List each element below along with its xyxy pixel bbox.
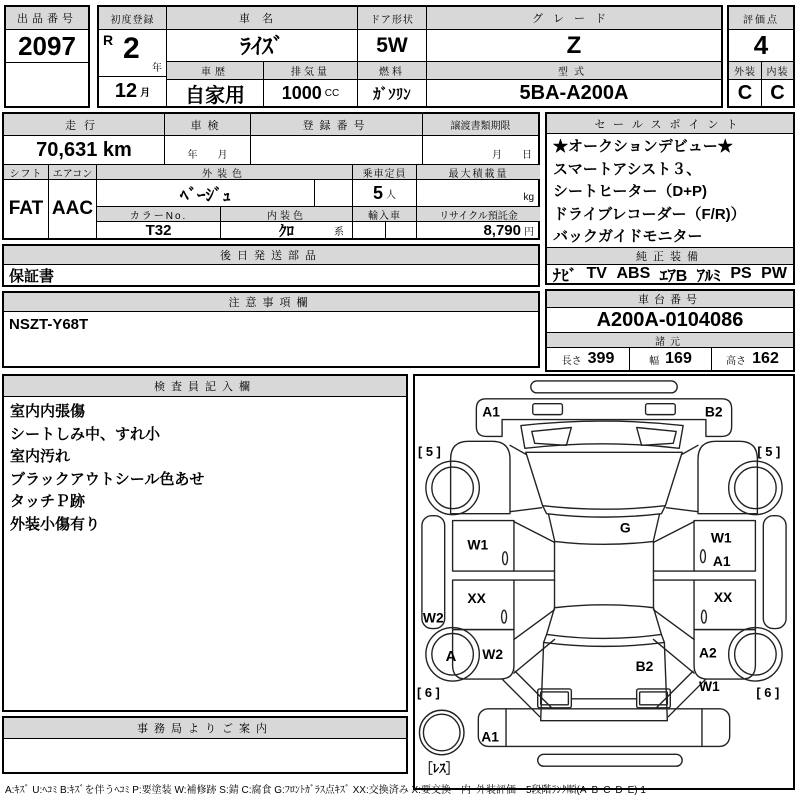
displacement-unit: CC <box>324 87 340 99</box>
right-front-wheel-inner <box>735 467 777 509</box>
rear-fold-lines <box>502 671 706 717</box>
damage-label-right-front-door-1: W1 <box>710 529 732 546</box>
equipment-item: ｱﾙﾐ <box>696 267 721 283</box>
right-front-wheel <box>729 461 782 514</box>
tire-depth-front-right: [ 5 ] <box>757 444 781 460</box>
spare-tire-label: ［ﾚｽ］ <box>419 761 459 777</box>
equipment-item: PW <box>761 265 787 282</box>
front-fold-lines <box>510 445 698 511</box>
recycle-cell <box>416 222 540 238</box>
door-shape-col <box>357 7 426 106</box>
car-name: ﾗｲｽﾞ <box>167 30 357 62</box>
factory-equipment-row <box>547 265 793 283</box>
month-unit: 月 <box>140 88 151 99</box>
first-registration-col <box>99 7 166 106</box>
rear-molding-shape <box>538 754 682 766</box>
inspector-title: 検査員記入欄 <box>4 376 406 397</box>
notes-title: 注意事項欄 <box>4 293 538 312</box>
score-value: 4 <box>729 30 793 62</box>
sales-points-box <box>545 112 795 285</box>
damage-label-right-rear-lower: W1 <box>698 677 720 694</box>
damage-label-left-front-door: W1 <box>467 536 489 553</box>
damage-label-left-rear-wheel: A <box>445 649 457 666</box>
damage-label-windshield: G <box>619 519 631 536</box>
exterior-color-label: 外装色 <box>96 164 352 180</box>
color-change-cell <box>314 180 352 206</box>
exterior-grade-label: 外装 <box>729 62 761 80</box>
door-gap-lines <box>514 571 694 580</box>
damage-label-front-bumper-left: A1 <box>482 403 500 420</box>
right-front-fender-shape <box>698 441 757 513</box>
shift-value: FAT <box>8 198 44 219</box>
import-divider <box>385 222 386 238</box>
model-code-value: 5BA-A200A <box>519 81 629 104</box>
max-load-value: kg <box>416 180 540 206</box>
tire-depth-front-left: [ 5 ] <box>417 444 441 460</box>
notes-value: NSZT-Y68T <box>9 316 89 333</box>
displacement-cell <box>263 80 357 106</box>
auction-number: 2097 <box>6 30 88 63</box>
specs-box <box>2 112 540 240</box>
dimensions-title: 諸元 <box>547 333 793 348</box>
auction-number-empty <box>6 63 88 106</box>
color-no-label: カラーNo. <box>96 206 220 222</box>
registration-year: 2 <box>123 32 140 65</box>
capacity-unit: 人 <box>386 189 396 201</box>
width-cell <box>629 348 711 370</box>
damage-label-left-rear-quarter: W2 <box>482 646 504 663</box>
rear-bumper-corner-lines <box>506 709 702 747</box>
right-rear-door-handle <box>701 610 706 623</box>
equipment-item: ﾅﾋﾞ <box>553 267 578 283</box>
spare-tire-shape <box>419 710 464 755</box>
damage-code-legend: A:ｷｽﾞ U:ﾍｺﾐ B:ｷｽﾞを伴うﾍｺﾐ P:要塗装 W:補修跡 S:錆 C:腐食 G:ﾌﾛﾝﾄｶﾞﾗｽ点ｷｽﾞ XX:交換済み X:要交換 内･外装評価 5段階ﾗﾝｸ順(A･B･C･D･E) 1 <box>5 785 646 796</box>
car-top-view-diagram <box>415 376 793 788</box>
damage-label-right-rear-door: XX <box>713 588 733 605</box>
aircon-value: AAC <box>48 180 96 238</box>
model-code-label: 型式 <box>427 62 721 80</box>
sales-point-line: ★オークションデビュー★ <box>553 138 733 155</box>
chassis-title: 車台番号 <box>547 291 793 308</box>
grade-label: グレード <box>427 7 721 30</box>
left-front-fender-shape <box>451 441 510 513</box>
era-letter: R <box>103 32 114 48</box>
interior-grade-value: C <box>761 80 793 106</box>
import-label: 輸入車 <box>352 206 416 222</box>
right-front-door-handle <box>700 550 705 563</box>
front-bumper-shape <box>476 399 731 437</box>
year-unit: 年 <box>152 63 162 74</box>
interior-grade-label: 内装 <box>761 62 793 80</box>
equipment-item: ｴｱB <box>659 267 688 283</box>
c-pillar-lines <box>514 610 694 673</box>
damage-diagram-box <box>413 374 795 790</box>
tire-depth-rear-left: [ 6 ] <box>416 684 440 700</box>
aircon-label: エアコン <box>48 164 96 180</box>
sales-points-lines <box>553 136 789 249</box>
width-value: 169 <box>665 350 692 367</box>
right-sill-shape <box>763 516 786 629</box>
tire-depth-rear-right: [ 6 ] <box>756 684 780 700</box>
auction-number-box <box>4 5 90 108</box>
office-box <box>2 716 408 774</box>
mileage-label: 走行 <box>4 114 164 136</box>
later-parts-box <box>2 244 540 287</box>
chassis-number: A200A-0104086 <box>547 308 793 333</box>
damage-label-rear-gate: B2 <box>635 658 654 675</box>
left-rear-door-handle <box>502 610 507 623</box>
front-molding-shape <box>531 381 677 393</box>
right-wiper-shape <box>637 428 677 446</box>
damage-label-left-sill: W2 <box>422 609 444 626</box>
height-cell <box>711 348 793 370</box>
recycle-value: 8,790 <box>483 222 521 238</box>
transfer-deadline-value: 月 日 <box>422 136 538 164</box>
inspector-line: ブラックアウトシール色あせ <box>10 470 205 488</box>
door-shape-label: ドア形状 <box>358 7 426 30</box>
interior-color-unit: 系 <box>334 226 344 238</box>
chassis-box <box>545 289 795 372</box>
windshield-shape <box>526 452 682 509</box>
sales-point-line: シートヒーター（D+P) <box>553 183 707 200</box>
height-label: 高さ <box>726 355 747 367</box>
first-registration-year-cell <box>99 30 166 77</box>
height-value: 162 <box>752 350 779 367</box>
recycle-unit: 円 <box>524 226 534 238</box>
fuel-value: ｶﾞｿﾘﾝ <box>373 85 411 103</box>
roof-side-lines <box>555 541 654 607</box>
history-value: 自家用 <box>185 84 245 106</box>
damage-label-right-front-door-2: A1 <box>712 553 731 570</box>
left-front-wheel-inner <box>432 467 474 509</box>
auction-number-label: 出品番号 <box>6 7 88 30</box>
right-tail-light-inner <box>640 692 668 705</box>
score-box <box>727 5 795 108</box>
factory-equipment-title: 純正装備 <box>547 247 793 265</box>
rear-bumper-shape <box>478 709 729 747</box>
registration-month: 12 <box>114 80 138 102</box>
interior-color-label: 内装色 <box>220 206 352 222</box>
registration-number-label: 登録番号 <box>250 114 422 136</box>
grade-col <box>426 7 721 106</box>
later-parts-value: 保証書 <box>9 267 55 285</box>
roof-front-shape <box>549 515 660 545</box>
inspector-line: 室内内張傷 <box>10 403 86 420</box>
damage-label-left-rear-door: XX <box>467 589 486 606</box>
sales-point-line: ドライブレコーダー（F/R)） <box>553 205 746 223</box>
left-wiper-shape <box>532 428 572 446</box>
shaken-value: 年 月 <box>164 136 250 164</box>
equipment-item: ABS <box>616 265 651 282</box>
sales-point-line: スマートアシスト３、 <box>553 160 702 178</box>
color-no-value: T32 <box>96 222 220 238</box>
displacement-label: 排気量 <box>263 62 357 80</box>
inspector-line: 外装小傷有り <box>10 515 101 533</box>
score-label: 評価点 <box>729 7 793 30</box>
sales-points-title: セールスポイント <box>547 114 793 134</box>
inspector-lines <box>10 401 402 536</box>
right-headlight-shape <box>646 404 676 415</box>
length-value: 399 <box>587 350 615 367</box>
later-parts-title: 後日発送部品 <box>4 246 538 265</box>
rear-window-band <box>544 634 665 646</box>
registration-number-value <box>250 136 422 164</box>
inspector-box <box>2 374 408 712</box>
office-title: 事務局よりご案内 <box>4 718 406 739</box>
left-headlight-shape <box>533 404 563 415</box>
inspector-line: シートしみ中、すれ小 <box>10 425 161 443</box>
car-name-col <box>166 7 357 106</box>
exterior-grade-value: C <box>737 81 753 104</box>
grade-value: Z <box>427 30 721 62</box>
capacity-cell <box>352 180 416 206</box>
interior-color-value: ｸﾛ <box>278 222 294 238</box>
vehicle-header-box <box>97 5 723 108</box>
fuel-label: 燃料 <box>358 62 426 80</box>
mileage-value: 70,631 km <box>36 138 132 161</box>
a-pillar-lines <box>514 522 694 543</box>
displacement-value: 1000 <box>281 82 322 103</box>
sales-point-line: バックガイドモニター <box>553 228 703 245</box>
rear-window-shape <box>547 605 662 635</box>
damage-label-right-rear-quarter: A2 <box>698 644 717 661</box>
door-shape-value: 5W <box>358 30 426 62</box>
equipment-item: PS <box>730 265 752 282</box>
interior-color-cell <box>220 222 352 238</box>
capacity-value: 5 <box>372 182 383 203</box>
exterior-color-value: ﾍﾞｰｼﾞｭ <box>96 180 314 206</box>
length-label: 長さ <box>561 355 582 367</box>
shift-label: シフト <box>4 164 48 180</box>
inspector-line: 室内汚れ <box>10 448 71 465</box>
left-tail-light-inner <box>541 692 569 705</box>
shaken-label: 車検 <box>164 114 250 136</box>
equipment-item: TV <box>586 265 607 282</box>
capacity-label: 乗車定員 <box>352 164 416 180</box>
import-value <box>352 222 416 238</box>
car-name-label: 車名 <box>167 7 357 30</box>
damage-label-front-bumper-right: B2 <box>704 403 723 420</box>
recycle-label: リサイクル預託金 <box>416 206 540 222</box>
notes-box <box>2 291 540 368</box>
max-load-label: 最大積載量 <box>416 164 540 180</box>
length-cell <box>547 348 629 370</box>
damage-label-rear-bumper: A1 <box>481 728 499 745</box>
history-label: 車歴 <box>167 62 263 80</box>
first-registration-month-cell <box>99 77 166 106</box>
inspector-line: タッチＰ跡 <box>10 493 86 510</box>
left-front-door-handle <box>503 552 508 565</box>
first-registration-label: 初度登録 <box>99 7 166 30</box>
transfer-deadline-label: 譲渡書類期限 <box>422 114 538 136</box>
left-front-wheel <box>426 461 479 514</box>
spare-tire-inner <box>423 714 460 751</box>
width-label: 幅 <box>649 355 660 367</box>
